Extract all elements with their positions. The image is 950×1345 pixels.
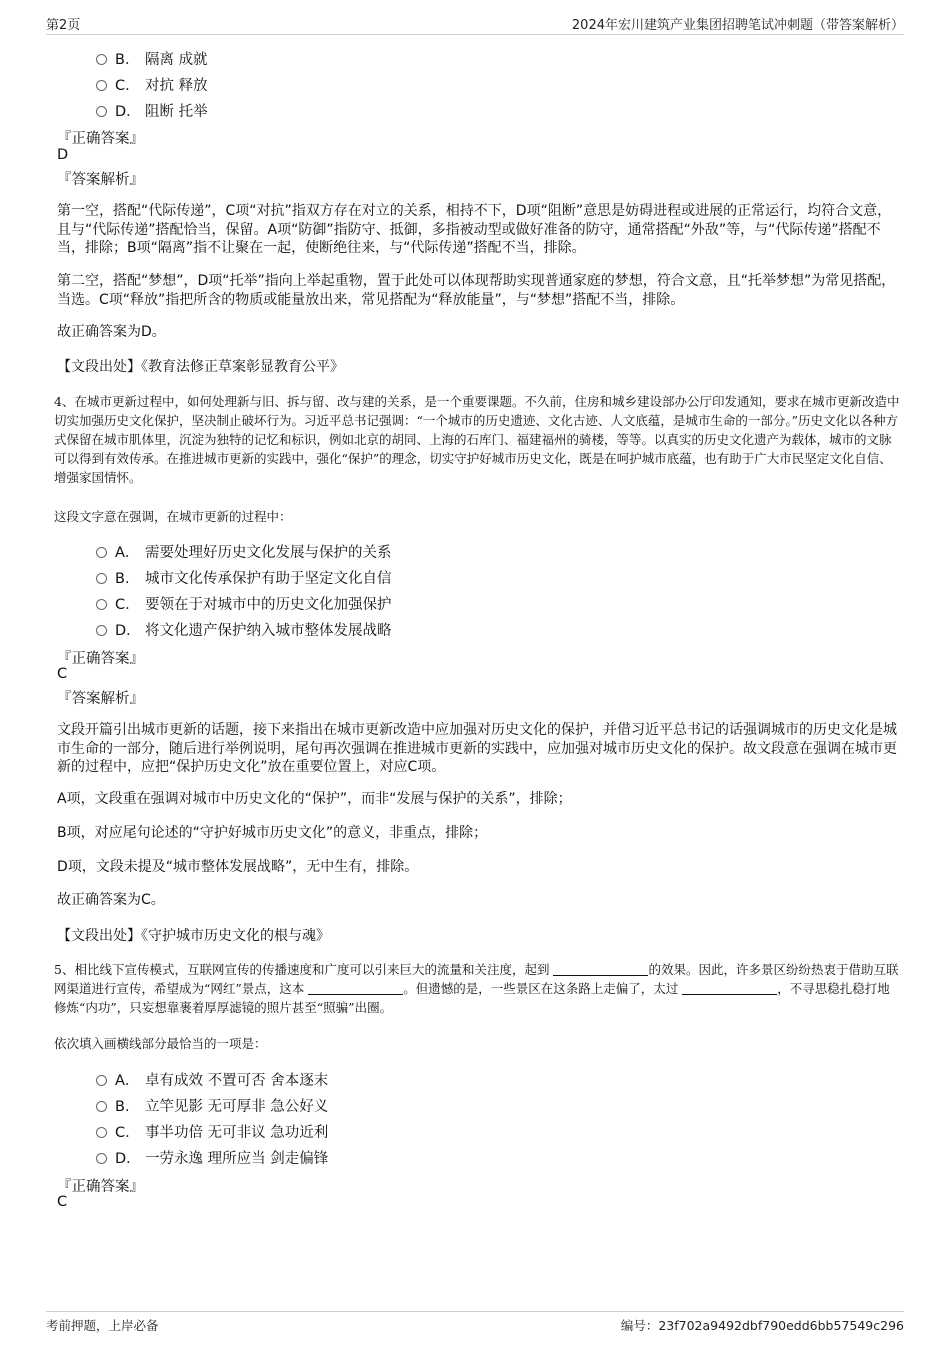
q4-passage: 4、在城市更新过程中，如何处理新与旧、拆与留、改与建的关系，是一个重要课题。不久前，住房和城乡建设部办公厅印发通知，要求在城市更新改造中切实加强历史文化保护，坚决制止破坏行为。习近平总书记强调：“一个城市的历史遗迹、文化古迹、人文底蕴，是城市生命的一部分。”历史文化以各种方式保留在城市肌体里，沉淀为独特的记忆和标识，例如北京的胡同、上海的石库门、福建福州的骑楼，等等。以真实的历史文化遗产为载体，城市的文脉可以得到有效传承。在推进城市更新的实践中，强化“保护”的理念，切实守护好城市历史文化，既是在呵护城市底蕴，也有助于广大市民坚定文化自信、增强家国情怀。 — [54, 394, 900, 485]
radio-icon[interactable] — [96, 1153, 107, 1164]
document-title: 2024年宏川建筑产业集团招聘笔试冲刺题（带答案解析） — [571, 18, 904, 33]
q4-option-a[interactable]: A． 需要处理好历史文化发展与保护的关系 — [96, 541, 392, 562]
q4-analysis-paragraph: 文段开篇引出城市更新的话题，接下来指出在城市更新改造中应加强对历史文化的保护，并借习近平总书记的话强调城市的历史文化是城市生命的一部分，随后进行举例说明，尾句再次强调在推进城市更新的实践中，应加强对城市历史文化的保护。故文段意在强调在城市更新的过程中，应把“保护历史文化”放在重要位置上，对应C项。 — [57, 722, 897, 775]
q5-stem: 依次填入画横线部分最恰当的一项是： — [54, 1036, 267, 1051]
q5-option-b[interactable]: B． 立竿见影 无可厚非 急公好义 — [96, 1095, 328, 1116]
q4-analysis-paragraph: A项，文段重在强调对城市中历史文化的“保护”，而非“发展与保护的关系”，排除； — [57, 791, 572, 807]
radio-icon[interactable] — [96, 106, 107, 117]
radio-icon[interactable] — [96, 599, 107, 610]
q4-stem: 这段文字意在强调，在城市更新的过程中： — [54, 509, 292, 524]
q5-passage: 5、相比线下宣传模式，互联网宣传的传播速度和广度可以引来巨大的流量和关注度，起到 的效果。因此，许多景区纷纷热衷于借助互联网渠道进行宣传，希望成为“网红”景点，这本 。但遗憾的是，一些景区在这条路上走偏了，太过 ，不寻思稳扎稳打地修炼“内功”，只妄想靠裹着厚厚滤镜的照片甚至“照骗”出圈。 — [54, 962, 899, 1015]
radio-icon[interactable] — [96, 547, 107, 558]
q3-answer: D — [57, 147, 69, 163]
q3-analysis-paragraph: 第一空，搭配“代际传递”，C项“对抗”指双方存在对立的关系，相持不下，D项“阻断”意思是妨碍进程或进展的正常运行，均符合文意，且与“代际传递”搭配恰当，保留。A项“防御”指防守、抵御，多指被动型或做好准备的防守，通常搭配“外敌”等，与“代际传递”搭配不当，排除；B项“隔离”指不让聚在一起，使断绝往来，与“代际传递”搭配不当，排除。 — [57, 203, 892, 256]
q4-option-c[interactable]: C． 要领在于对城市中的历史文化加强保护 — [96, 593, 392, 614]
q3-conclusion: 故正确答案为D。 — [57, 324, 166, 340]
radio-icon[interactable] — [96, 80, 107, 91]
blank-line — [682, 982, 777, 995]
q4-source: 【文段出处】《守护城市历史文化的根与魂》 — [57, 928, 330, 944]
q3-answer-label: 『正确答案』 — [57, 131, 144, 147]
q4-conclusion: 故正确答案为C。 — [57, 892, 165, 908]
q5-option-c[interactable]: C． 事半功倍 无可非议 急功近利 — [96, 1121, 328, 1142]
blank-line — [553, 963, 648, 976]
radio-icon[interactable] — [96, 1101, 107, 1112]
q4-answer-label: 『正确答案』 — [57, 651, 144, 667]
page-number: 第2页 — [46, 18, 81, 33]
radio-icon[interactable] — [96, 54, 107, 65]
q5-answer: C — [57, 1194, 68, 1210]
q5-option-a[interactable]: A． 卓有成效 不置可否 舍本逐末 — [96, 1069, 328, 1090]
radio-icon[interactable] — [96, 573, 107, 584]
q3-analysis-paragraph: 第二空，搭配“梦想”，D项“托举”指向上举起重物，置于此处可以体现帮助实现普通家庭的梦想，符合文意，且“托举梦想”为常见搭配，当选。C项“释放”指把所含的物质或能量放出来，常见搭配为“释放能量”，与“梦想”搭配不当，排除。 — [57, 273, 896, 308]
q3-source: 【文段出处】《教育法修正草案彰显教育公平》 — [57, 359, 344, 375]
q3-option-c[interactable]: C． 对抗 释放 — [96, 74, 208, 95]
blank-line — [308, 982, 403, 995]
radio-icon[interactable] — [96, 625, 107, 636]
q4-option-b[interactable]: B． 城市文化传承保护有助于坚定文化自信 — [96, 567, 392, 588]
q4-analysis-paragraph: B项，对应尾句论述的“守护好城市历史文化”的意义，非重点，排除； — [57, 825, 488, 841]
q4-option-d[interactable]: D． 将文化遗产保护纳入城市整体发展战略 — [96, 619, 392, 640]
radio-icon[interactable] — [96, 1075, 107, 1086]
footer-slogan: 考前押题，上岸必备 — [46, 1318, 159, 1333]
q3-option-d[interactable]: D． 阻断 托举 — [96, 100, 208, 121]
q3-analysis-label: 『答案解析』 — [57, 172, 144, 188]
page-footer — [46, 1311, 904, 1336]
q4-analysis-paragraph: D项，文段未提及“城市整体发展战略”，无中生有，排除。 — [57, 859, 419, 875]
q5-option-d[interactable]: D． 一劳永逸 理所应当 剑走偏锋 — [96, 1147, 328, 1168]
q3-option-b[interactable]: B． 隔离 成就 — [96, 48, 208, 69]
q5-answer-label: 『正确答案』 — [57, 1179, 144, 1195]
radio-icon[interactable] — [96, 1127, 107, 1138]
q4-analysis-label: 『答案解析』 — [57, 691, 144, 707]
q4-answer: C — [57, 666, 68, 682]
page-header — [46, 14, 904, 35]
document-code: 编号：23f702a9492dbf790edd6bb57549c296 — [620, 1318, 904, 1333]
